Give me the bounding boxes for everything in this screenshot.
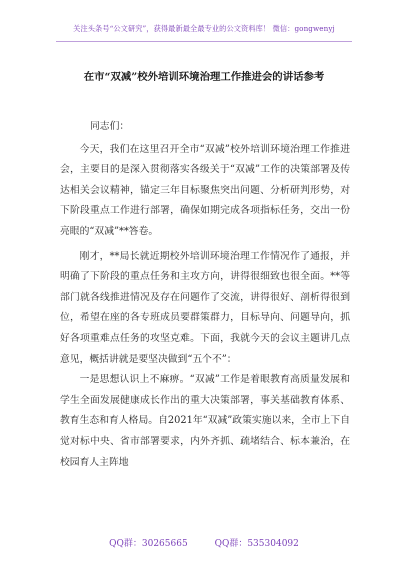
header-promo-note: 关注头条号“公文研究”，获得最新最全最专业的公文资料库！ 微信：gongwenyj bbox=[73, 24, 335, 33]
document-title: 在市“双减”校外培训环境治理工作推进会的讲话参考 bbox=[83, 71, 325, 83]
paragraph-2: 刚才，**局长就近期校外培训环境治理工作情况作了通报，并明确了下阶段的重点任务和主攻方向，讲得很细致也很全面。**等部门就各线推进情况及存在问题作了交流，讲得很好、剖析得很到位，希望在座的各专班成员要群策群力，目标导向、问题导向，抓好各项重难点任务的攻坚克难。下面，我就今天的会议主题讲几点意见，概括讲就是要坚决做到“五个不”： bbox=[60, 250, 350, 365]
footer-contact bbox=[0, 536, 408, 549]
paragraph-3: 一是思想认识上不麻痹。“双减”工作是着眼教育高质量发展和学生全面发展健康成长作出的重大决策部署，事关基础教育体系、教育生态和育人格局。自2021年“双减”政策实施以来，全市上下自觉对标中央、省市部署要求，内外齐抓、疏堵结合、标本兼治，在校园育人主阵地 bbox=[60, 374, 350, 468]
paragraph-1: 今天，我们在这里召开全市“双减”校外培训环境治理工作推进会，主要目的是深入贯彻落实各级关于“双减”工作的决策部署及传达相关会议精神，锚定三年目标聚焦突出问题、分析研判形势，对下阶段重点工作进行部署，确保如期完成各项指标任务，交出一份亮眼的“双减”**答卷。 bbox=[60, 143, 350, 237]
footer-qq-group-2: QQ群：535304092 bbox=[214, 539, 299, 549]
salutation: 同志们： bbox=[90, 121, 130, 132]
footer-qq-group-1: QQ群：30265665 bbox=[109, 539, 188, 549]
document-body bbox=[60, 117, 350, 473]
header-divider bbox=[56, 41, 352, 42]
